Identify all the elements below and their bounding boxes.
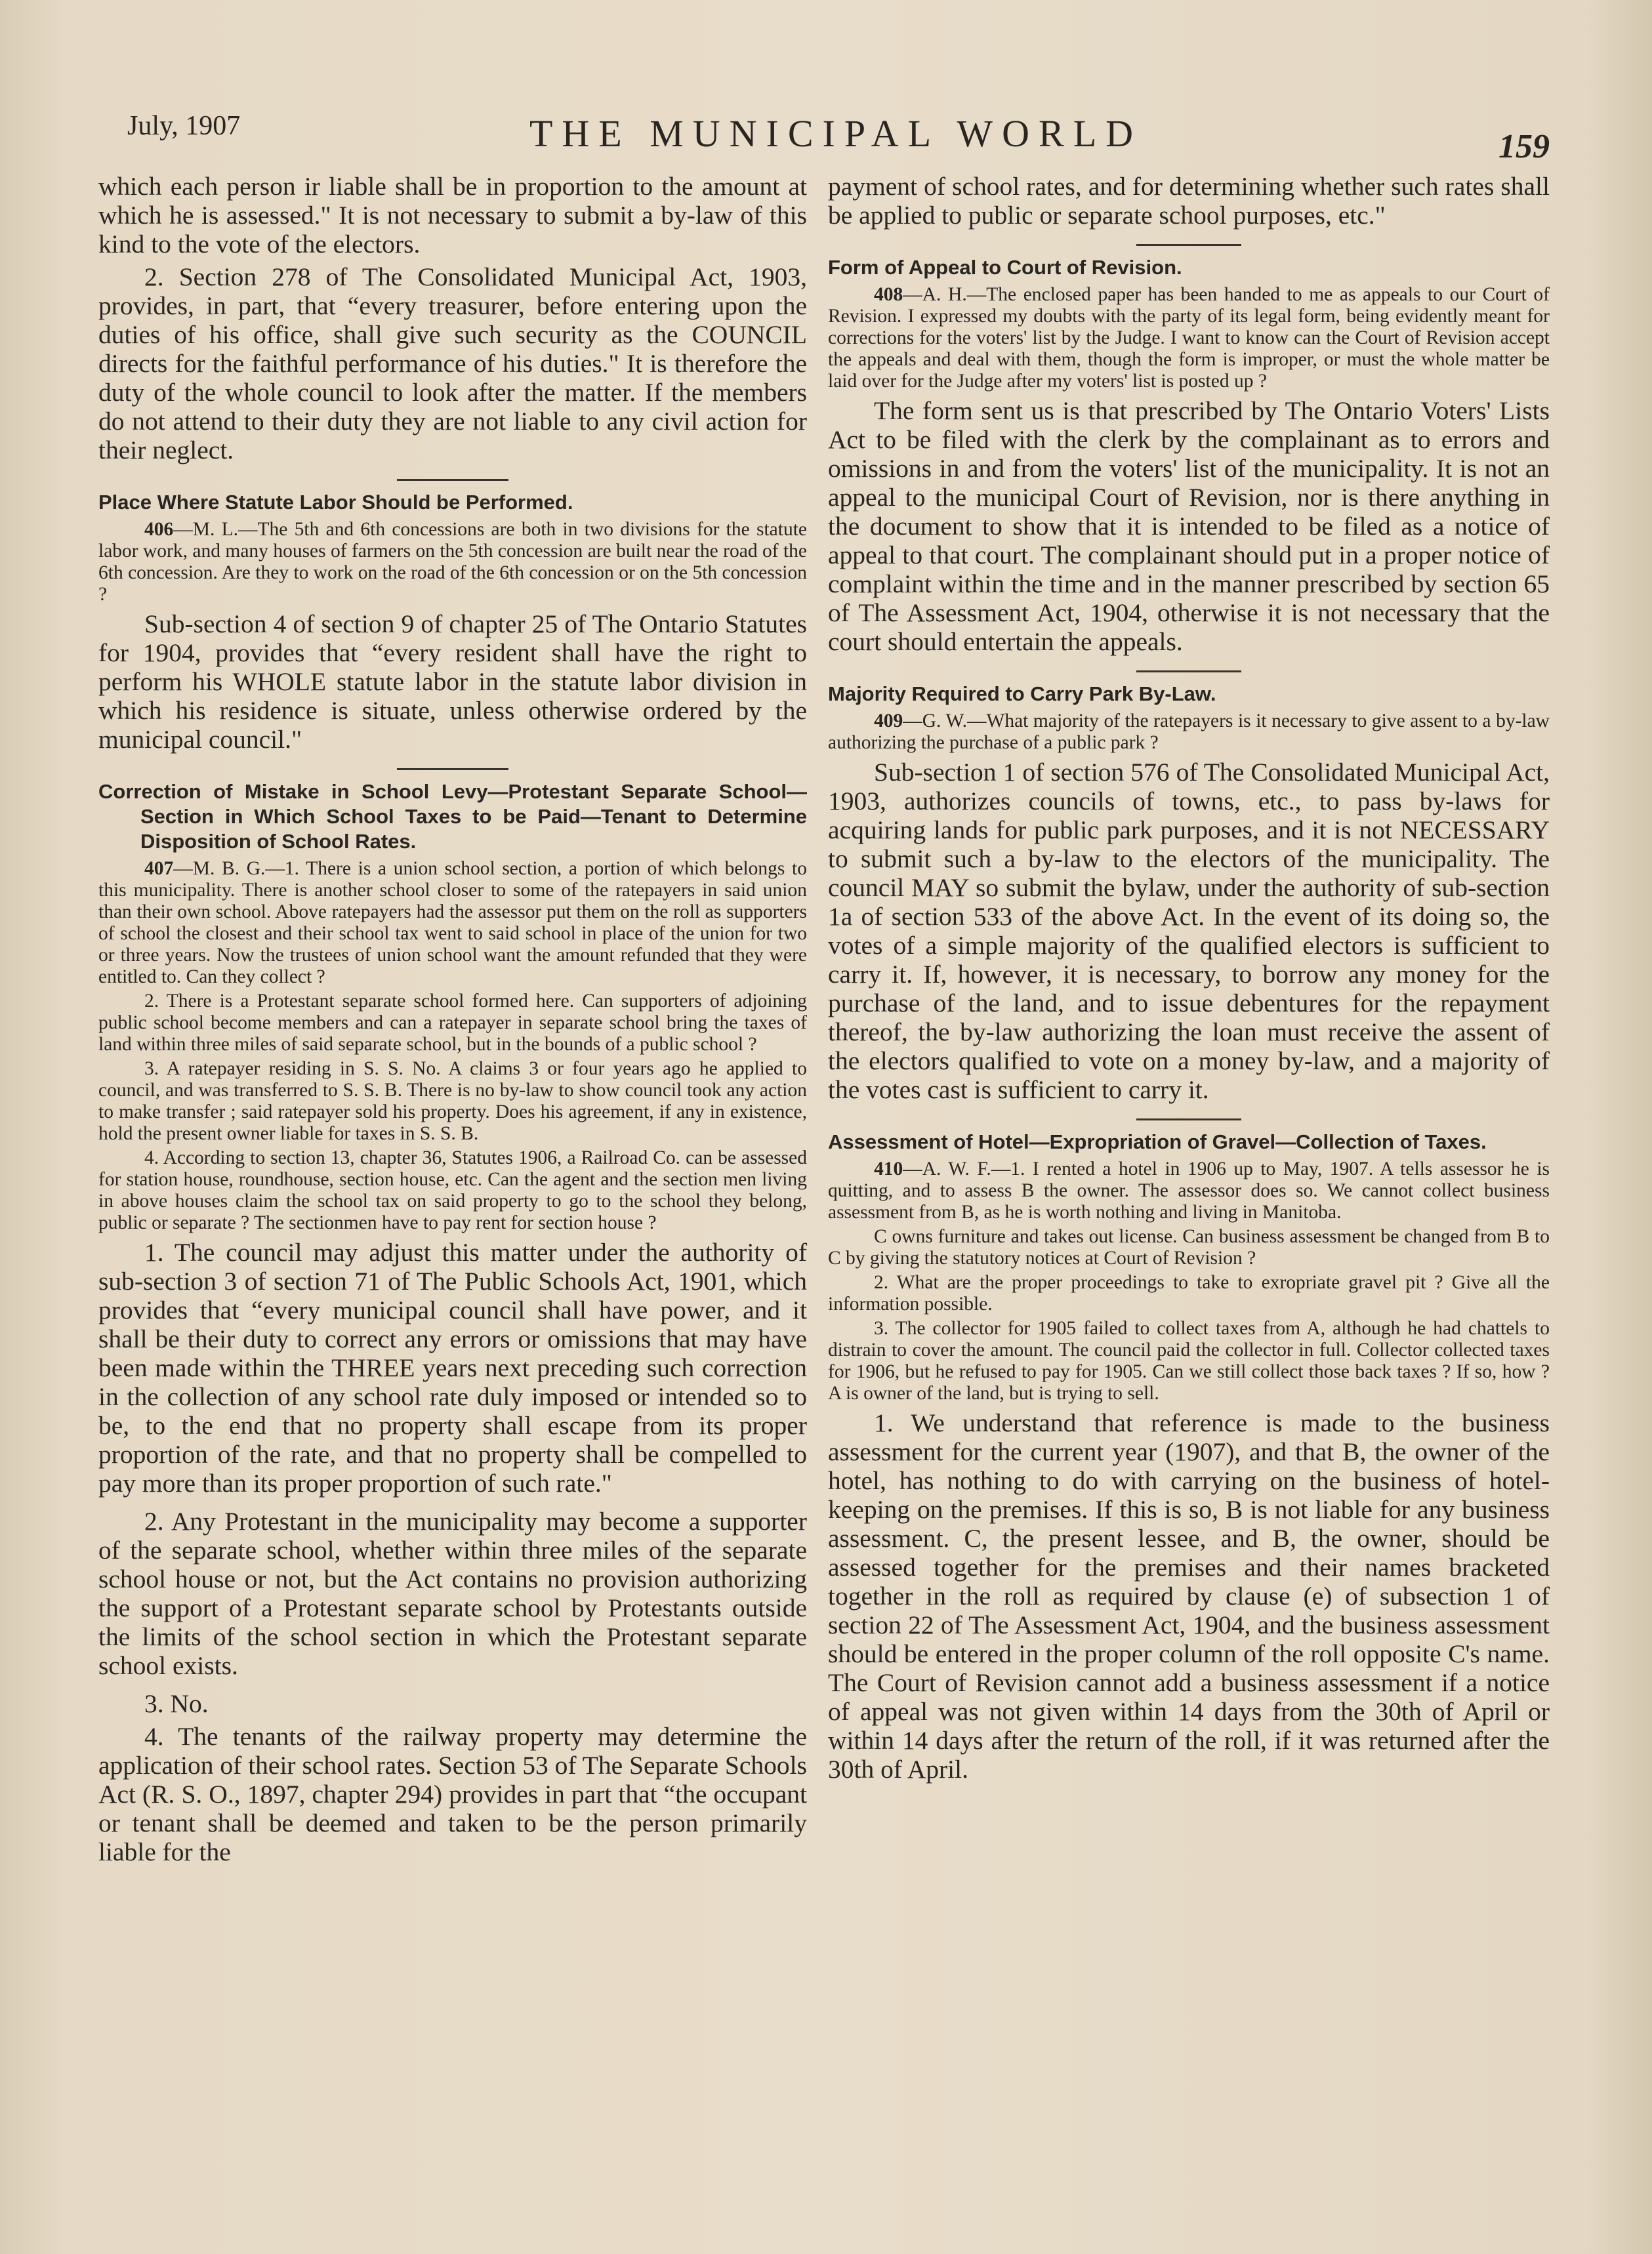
paragraph: which each person ir liable shall be in proportion to the amount at which he is assessed." It is not necessary to submit a by-law of this kind to the vote of the electors. <box>98 172 807 258</box>
question-text: —M. L.—The 5th and 6th concessions are both in two divisions for the statute labor work, and many houses of farmers on the 5th concession are built near the road of the 6th concession. Are they to work on the road of the 6th concession or on the 5th concession ? <box>98 519 807 605</box>
section-divider <box>1136 244 1241 246</box>
question-number: 410 <box>874 1158 903 1179</box>
answer-409: Sub-section 1 of section 576 of The Consolidated Municipal Act, 1903, authorizes councils of towns, etc., to pass by-laws for acquiring lands for public park purposes, and it is not NECESSARY to submit such a by-law to the electors of the municipality. The council MAY so submit the bylaw, under the authority of sub-section 1a of section 533 of the above Act. In the event of its doing so, the votes of a simple majority of the qualified electors is sufficient to carry it. If, however, it is necessary, to borrow any money for the purchase of the land, and to issue debentures for the repayment thereof, the by-law authorizing the loan must receive the assent of the electors qualified to vote on a money by-law, and a majority of the votes cast is sufficient to carry it. <box>828 758 1550 1104</box>
section-divider <box>397 479 508 481</box>
question-number: 409 <box>874 710 903 731</box>
answer-407-part: 4. The tenants of the railway property may determine the application of their school rates. Section 53 of The Separate Schools Act (R. S. O., 1897, chapter 294) provides in part that “the occupant or tenant shall be deemed and taken to be the person primarily liable for the <box>98 1722 807 1866</box>
question-410 <box>828 1158 1550 1223</box>
answer-408: The form sent us is that prescribed by The Ontario Voters' Lists Act to be filed with the clerk by the complainant as to errors and omissions in and from the voters' list of the municipality. It is not an appeal to the municipal Court of Revision, nor is there anything in the document to show that it is intended to be filed as a notice of appeal to that court. The complainant should put in a proper notice of complaint within the time and in the manner prescribed by section 65 of The Assessment Act, 1904, otherwise it is not necessary that the court should entertain the appeals. <box>828 396 1550 656</box>
question-text: —M. B. G.—1. There is a union school section, a portion of which belongs to this municipality. There is another school closer to some of the ratepayers in said union than their own school. Above ratepayers had the assessor put them on the roll as supporters of school the closest and their school tax went to said school in place of the union for two or three years. Now the trustees of union school want the amount refunded that they were entitled to. Can they collect ? <box>98 858 807 987</box>
question-407-part: 2. There is a Protestant separate school formed here. Can supporters of adjoining public school become members and can a ratepayer in separate school bring the taxes of land within three miles of said separate school, but in the bounds of a public school ? <box>98 991 807 1055</box>
section-divider <box>1136 670 1241 672</box>
paragraph: payment of school rates, and for determining whether such rates shall be applied to public or separate school purposes, etc." <box>828 172 1550 230</box>
issue-date: July, 1907 <box>127 111 241 141</box>
question-410-part: C owns furniture and takes out license. Can business assessment be changed from B to C by giving the statutory notices at Court of Revision ? <box>828 1226 1550 1269</box>
section-divider <box>397 768 508 770</box>
question-410-part: 2. What are the proper proceedings to take to exropriate gravel pit ? Give all the information possible. <box>828 1272 1550 1315</box>
answer-407-part: 1. The council may adjust this matter under the authority of sub-section 3 of section 71 of The Public Schools Act, 1901, which provides that “every municipal council shall have power, and it shall be their duty to correct any errors or omissions that may have been made within the THREE years next preceding such correction in the collection of any school rate duly imposed or intended so to be, to the end that no property shall escape from its proper proportion of the rate, and that no property shall be compelled to pay more than its proper proportion of such rate." <box>98 1238 807 1498</box>
answer-407-part: 2. Any Protestant in the municipality may become a supporter of the separate school, whether within three miles of the separate school house or not, but the Act contains no provision authorizing the support of a Protestant separate school by Protestants outside the limits of the school section in which the Protestant separate school exists. <box>98 1507 807 1680</box>
question-408 <box>828 284 1550 392</box>
section-heading: Correction of Mistake in School Levy—Protestant Separate School—Section in Which School Taxes to be Paid—Tenant to Determine Disposition of School Rates. <box>98 780 807 853</box>
section-heading: Place Where Statute Labor Should be Performed. <box>98 491 573 514</box>
left-column <box>98 172 807 1866</box>
section-heading: Assessment of Hotel—Expropriation of Gravel—Collection of Taxes. <box>828 1130 1487 1153</box>
answer-407-part: 3. No. <box>144 1689 209 1718</box>
section-heading: Majority Required to Carry Park By-Law. <box>828 682 1216 705</box>
section-heading: Form of Appeal to Court of Revision. <box>828 256 1182 279</box>
question-407-part: 4. According to section 13, chapter 36, Statutes 1906, a Railroad Co. can be assessed for station house, roundhouse, section house, etc. Can the agent and the section men living in above houses claim the school tax on said property to go to the school they belong, public or separate ? The sectionmen have to pay rent for section house ? <box>98 1147 807 1233</box>
right-column <box>828 172 1550 1784</box>
section-divider <box>1136 1118 1241 1120</box>
question-number: 407 <box>144 858 174 879</box>
question-number: 406 <box>144 519 174 540</box>
question-text: —A. H.—The enclosed paper has been handed to me as appeals to our Court of Revision. I expressed my doubts with the party of its legal form, being evidently meant for corrections for the voters' list by the Judge. I want to know can the Court of Revision accept the appeals and deal with them, though the form is improper, or must the whole matter be laid over for the Judge after my voters' list is posted up ? <box>828 284 1550 392</box>
page-header <box>118 98 1554 177</box>
question-text: —A. W. F.—1. I rented a hotel in 1906 up to May, 1907. A tells assessor he is quitting, and to assess B the owner. The assessor does so. We cannot collect business assessment from B, as he is worth nothing and living in Manitoba. <box>828 1158 1550 1223</box>
question-407 <box>98 858 807 988</box>
publication-title: THE MUNICIPAL WORLD <box>529 112 1143 155</box>
answer-410: 1. We understand that reference is made to the business assessment for the current year (1907), and that B, the owner of the hotel, has nothing to do with carrying on the business of hotel-keeping on the premises. If this is so, B is not liable for any business assessment. C, the present lessee, and B, the owner, should be assessed together for the premises and their names bracketed together in the roll as required by clause (e) of subsection 1 of section 22 of The Assessment Act, 1904, and the business assessment should be entered in the proper column of the roll opposite C's name. The Court of Revision cannot add a business assessment if a notice of appeal was not given within 14 days from the 30th of April or within 14 days after the return of the roll, if it was returned after the 30th of April. <box>828 1408 1550 1784</box>
paragraph: 2. Section 278 of The Consolidated Municipal Act, 1903, provides, in part, that “every treasurer, before entering upon the duties of his office, shall give such security as the COUNCIL directs for the faithful performance of his duties." It is therefore the duty of the whole council to look after the matter. If the members do not attend to their duty they are not liable to any civil action for their neglect. <box>98 262 807 464</box>
question-text: —G. W.—What majority of the ratepayers is it necessary to give assent to a by-law authorizing the purchase of a public park ? <box>828 710 1550 753</box>
question-410-part: 3. The collector for 1905 failed to collect taxes from A, although he had chattels to distrain to cover the amount. The council paid the collector in full. Collector collected taxes for 1906, but he refused to pay for 1905. Can we still collect those back taxes ? If so, how ? A is owner of the land, but is trying to sell. <box>828 1318 1550 1404</box>
question-406 <box>98 519 807 605</box>
page-number: 159 <box>1498 128 1550 165</box>
question-407-part: 3. A ratepayer residing in S. S. No. A claims 3 or four years ago he applied to council, and was transferred to S. S. B. There is no by-law to show council took any action to make transfer ; said ratepayer sold his property. Does his agreement, if any in existence, hold the present owner liable for taxes in S. S. B. <box>98 1058 807 1144</box>
question-409 <box>828 710 1550 754</box>
answer-406: Sub-section 4 of section 9 of chapter 25 of The Ontario Statutes for 1904, provides that “every resident shall have the right to perform his WHOLE statute labor in the statute labor division in which his residence is situate, unless otherwise ordered by the municipal council." <box>98 609 807 754</box>
question-number: 408 <box>874 284 903 305</box>
